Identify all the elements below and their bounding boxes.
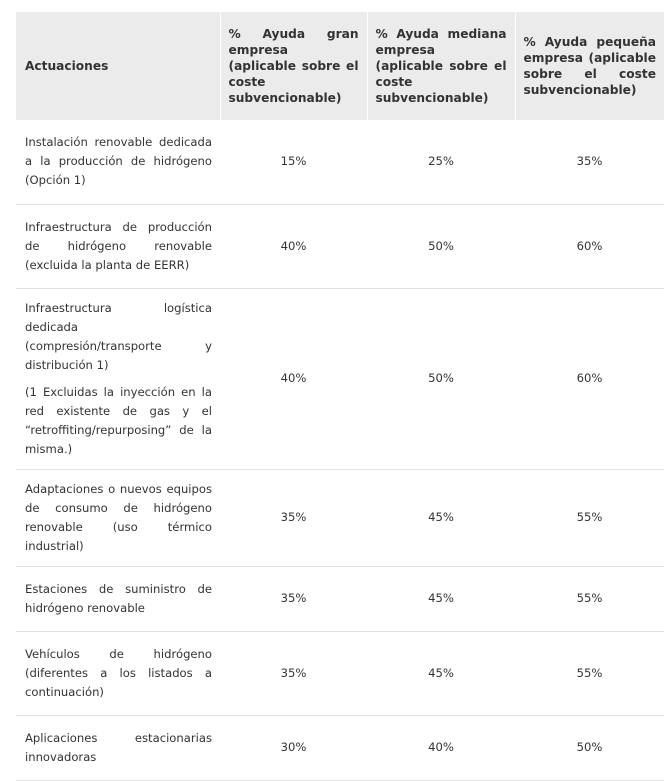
table-body (16, 120, 664, 780)
table-header (16, 12, 664, 120)
cell-gran: 30% (220, 715, 367, 780)
actuacion-text: Estaciones de suministro de hidrógeno renovable (25, 581, 212, 615)
cell-mediana: 45% (367, 469, 515, 566)
actuacion-text: Infraestructura logística dedicada (compresión/transporte y distribución 1) (25, 300, 212, 372)
cell-gran: 40% (220, 288, 367, 469)
header-row (16, 12, 664, 120)
actuacion-note: (1 Excluidas la inyección en la red existente de gas y el “retroffiting/repurposing” de la misma.) (25, 384, 212, 456)
cell-gran: 35% (220, 631, 367, 715)
cell-pequena: 60% (515, 204, 664, 288)
actuacion-text: Vehículos de hidrógeno (diferentes a los listados a continuación) (25, 646, 212, 699)
table-row (16, 566, 664, 631)
table-row (16, 120, 664, 204)
cell-pequena: 35% (515, 120, 664, 204)
cell-actuacion (16, 469, 220, 566)
actuacion-text: Aplicaciones estacionarias innovadoras (25, 730, 212, 764)
actuacion-text: Adaptaciones o nuevos equipos de consumo de hidrógeno renovable (uso térmico industrial) (25, 481, 212, 553)
table-row (16, 631, 664, 715)
actuacion-text: Infraestructura de producción de hidrógeno renovable (excluida la planta de EERR) (25, 219, 212, 272)
header-actuaciones: Actuaciones (16, 12, 220, 120)
table-row (16, 469, 664, 566)
cell-gran: 35% (220, 566, 367, 631)
cell-pequena: 55% (515, 469, 664, 566)
cell-mediana: 25% (367, 120, 515, 204)
cell-mediana: 50% (367, 204, 515, 288)
cell-pequena: 60% (515, 288, 664, 469)
cell-actuacion (16, 288, 220, 469)
header-gran-empresa: % Ayuda gran empresa (aplicable sobre el coste subvencionable) (220, 12, 367, 120)
table-row (16, 715, 664, 780)
actuacion-text: Instalación renovable dedicada a la producción de hidrógeno (Opción 1) (25, 135, 212, 188)
cell-gran: 35% (220, 469, 367, 566)
cell-pequena: 55% (515, 566, 664, 631)
header-pequena-empresa: % Ayuda pequeña empresa (aplicable sobre el coste subvencionable) (515, 12, 664, 120)
cell-pequena: 55% (515, 631, 664, 715)
header-mediana-empresa: % Ayuda mediana empresa (aplicable sobre el coste subvencionable) (367, 12, 515, 120)
cell-pequena: 50% (515, 715, 664, 780)
aid-percentages-table-container (16, 12, 664, 781)
cell-actuacion (16, 120, 220, 204)
table-row (16, 288, 664, 469)
aid-percentages-table (16, 12, 664, 781)
cell-gran: 40% (220, 204, 367, 288)
cell-actuacion (16, 204, 220, 288)
cell-mediana: 50% (367, 288, 515, 469)
cell-actuacion (16, 631, 220, 715)
cell-actuacion (16, 715, 220, 780)
cell-gran: 15% (220, 120, 367, 204)
cell-actuacion (16, 566, 220, 631)
cell-mediana: 45% (367, 631, 515, 715)
cell-mediana: 45% (367, 566, 515, 631)
table-row (16, 204, 664, 288)
cell-mediana: 40% (367, 715, 515, 780)
